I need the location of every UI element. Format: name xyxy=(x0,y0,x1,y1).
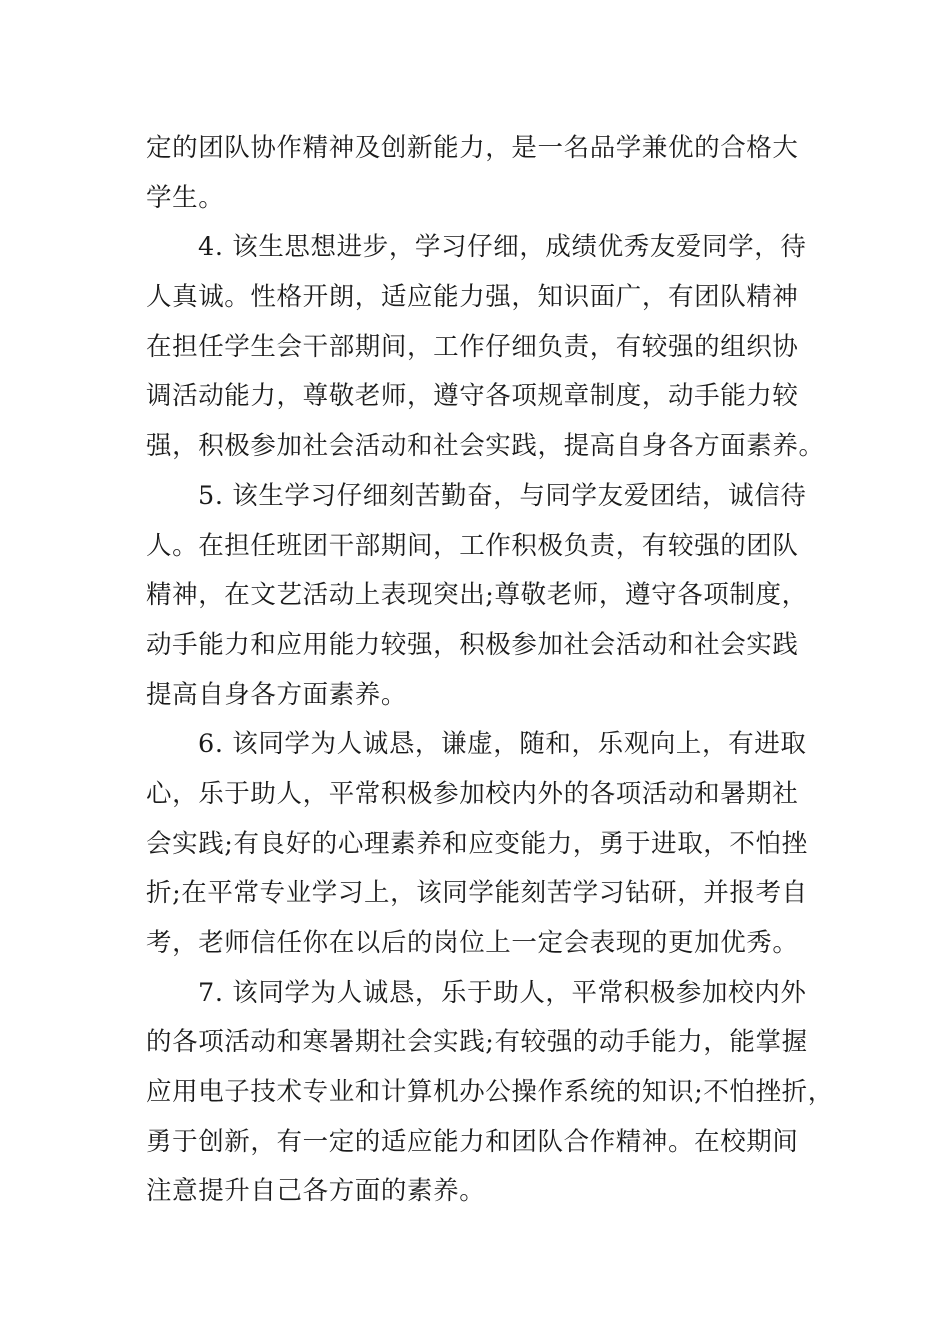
text-line: 学生。 xyxy=(146,182,225,213)
text-line: 人。在担任班团干部期间，工作积极负责，有较强的团队 xyxy=(146,530,799,561)
text-line: 注意提升自己各方面的素养。 xyxy=(146,1176,486,1207)
text-line: 4. 该生思想进步，学习仔细，成绩优秀友爱同学，待 xyxy=(198,232,807,263)
document-body xyxy=(146,124,834,1217)
text-line: 折;在平常专业学习上，该同学能刻苦学习钻研，并报考自 xyxy=(146,878,808,909)
paragraph-continued xyxy=(146,124,808,223)
text-line: 调活动能力，尊敬老师，遵守各项规章制度，动手能力较 xyxy=(146,381,799,412)
text-line: 会实践;有良好的心理素养和应变能力，勇于进取，不怕挫 xyxy=(146,828,808,859)
text-line: 精神，在文艺活动上表现突出;尊敬老师，遵守各项制度， xyxy=(146,580,808,611)
text-line: 勇于创新，有一定的适应能力和团队合作精神。在校期间 xyxy=(146,1126,799,1157)
text-line: 应用电子技术专业和计算机办公操作系统的知识;不怕挫折， xyxy=(146,1077,834,1108)
text-line: 5. 该生学习仔细刻苦勤奋，与同学友爱团结，诚信待 xyxy=(198,480,807,511)
paragraph-6 xyxy=(146,720,808,968)
text-line: 6. 该同学为人诚恳，谦虚，随和，乐观向上，有进取 xyxy=(198,729,807,760)
text-line: 定的团队协作精神及创新能力，是一名品学兼优的合格大 xyxy=(146,133,799,163)
text-line: 动手能力和应用能力较强，积极参加社会活动和社会实践 xyxy=(146,629,799,660)
text-line: 7. 该同学为人诚恳，乐于助人，平常积极参加校内外 xyxy=(198,977,807,1008)
text-line: 强，积极参加社会活动和社会实践，提高自身各方面素养。 xyxy=(146,431,825,462)
text-line: 在担任学生会干部期间，工作仔细负责，有较强的组织协 xyxy=(146,331,799,362)
text-line: 提高自身各方面素养。 xyxy=(146,679,408,710)
text-line: 心，乐于助人，平常积极参加校内外的各项活动和暑期社 xyxy=(146,778,799,809)
text-line: 的各项活动和寒暑期社会实践;有较强的动手能力，能掌握 xyxy=(146,1027,808,1058)
text-line: 人真诚。性格开朗，适应能力强，知识面广，有团队精神 xyxy=(146,282,799,313)
paragraph-4 xyxy=(146,223,825,471)
paragraph-7 xyxy=(146,969,834,1217)
text-line: 考，老师信任你在以后的岗位上一定会表现的更加优秀。 xyxy=(146,928,799,958)
paragraph-5 xyxy=(146,472,808,720)
